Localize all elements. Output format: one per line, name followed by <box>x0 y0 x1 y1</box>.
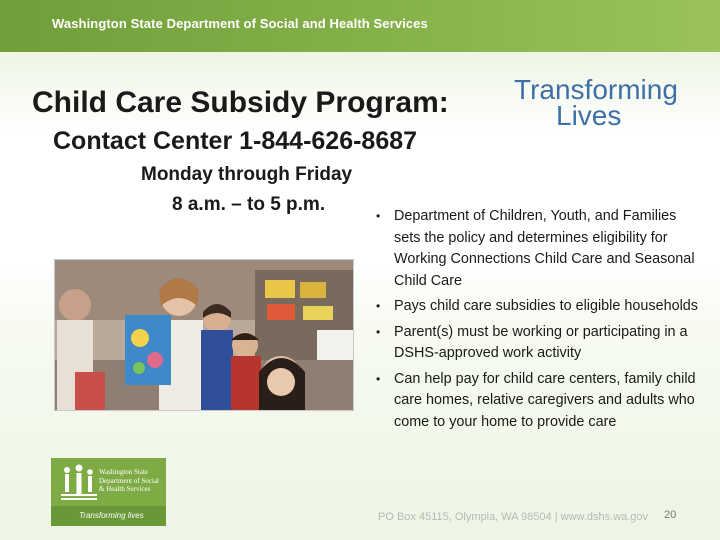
logo-line: & Health Services <box>99 485 151 493</box>
bullet-icon: • <box>376 209 381 223</box>
bullet-icon: • <box>376 371 381 386</box>
logo-line: Department of Social <box>99 476 159 485</box>
brand-line1: Transforming <box>514 74 678 105</box>
bullet-text: Parent(s) must be working or participating in a DSHS-approved work activity <box>394 323 688 361</box>
bullet-item <box>376 206 706 292</box>
page-title: Child Care Subsidy Program: <box>32 86 449 119</box>
bullet-item <box>376 322 706 365</box>
org-name: Washington State Department of Social and Health Services <box>52 16 428 31</box>
bullet-item <box>376 369 706 434</box>
classroom-photo <box>54 259 354 411</box>
hours-days: Monday through Friday <box>141 164 353 185</box>
bullet-item <box>376 296 706 318</box>
page-number: 20 <box>664 509 677 521</box>
bullet-text: Can help pay for child care centers, family child care homes, relative caregivers and adults who come to your home to provide care <box>394 370 696 430</box>
contact-line: Contact Center 1-844-626-8687 <box>53 127 418 155</box>
header-banner <box>0 0 720 52</box>
bullet-text: Department of Children, Youth, and Families sets the policy and determines eligibility for Working Connections Child Care and Seasonal Child Care <box>394 208 695 289</box>
logo-line: Washington State <box>99 468 149 476</box>
bullet-icon: • <box>376 299 381 313</box>
bullet-text: Pays child care subsidies to eligible households <box>394 298 698 314</box>
family-figures-icon <box>57 462 101 506</box>
bullet-icon: • <box>376 324 381 339</box>
dshs-logo <box>51 458 166 526</box>
logo-agency-text <box>99 468 159 494</box>
transforming-lives-logo <box>514 74 680 131</box>
brand-line2: Lives <box>556 100 622 131</box>
footer-address: PO Box 45115, Olympia, WA 98504 | www.dshs.wa.gov <box>378 511 649 523</box>
bullet-list <box>376 206 706 437</box>
hours-time: 8 a.m. – to 5 p.m. <box>172 194 326 215</box>
logo-tagline: Transforming lives <box>79 511 144 520</box>
children-reading-image <box>55 260 353 410</box>
